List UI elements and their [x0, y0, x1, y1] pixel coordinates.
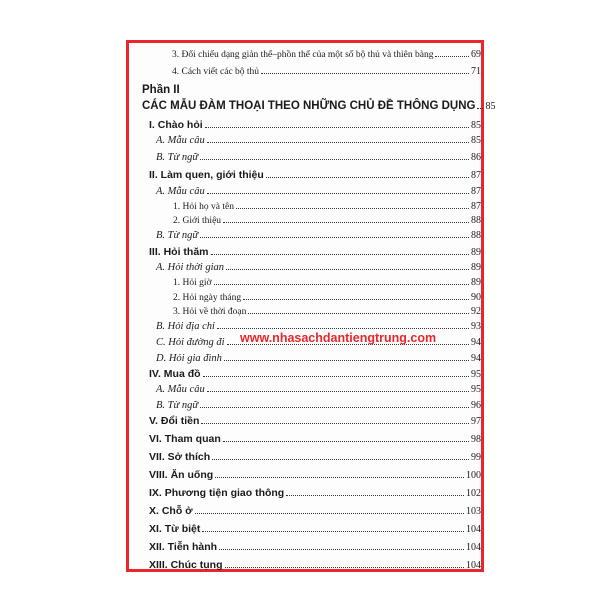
- toc-section: [149, 450, 481, 464]
- toc-entry-page: 86: [471, 152, 481, 163]
- toc-item: [173, 305, 481, 319]
- toc-entry-page: 99: [471, 452, 481, 463]
- leader-dots: [201, 423, 469, 424]
- leader-dots: [219, 549, 464, 550]
- leader-dots: [286, 495, 464, 496]
- toc-subsection: [156, 352, 481, 366]
- toc-entry-title: VI. Tham quan: [149, 433, 221, 445]
- toc-entry-title: V. Đổi tiền: [149, 415, 200, 427]
- part-title-row: [142, 99, 496, 113]
- leader-dots: [261, 73, 469, 74]
- leader-dots: [248, 313, 469, 314]
- toc-entry-title: I. Chào hỏi: [149, 119, 203, 131]
- leader-dots: [236, 208, 469, 209]
- toc-entry-title: B. Hỏi địa chỉ: [156, 321, 215, 332]
- toc-entry-title: VII. Sở thích: [149, 451, 211, 463]
- toc-section: [149, 245, 481, 259]
- toc-subsection: [156, 399, 481, 413]
- leader-dots: [200, 159, 469, 160]
- toc-entry-title: 3. Đối chiếu dạng giản thể–phồn thể của một số bộ thủ và thiên bàng: [172, 50, 434, 60]
- toc-entry-page: 87: [471, 170, 481, 181]
- toc-entry-page: 102: [466, 488, 481, 499]
- leader-dots: [226, 269, 469, 270]
- toc-entry-title: III. Hỏi thăm: [149, 246, 209, 258]
- toc-entry-page: 89: [471, 247, 481, 258]
- leader-dots: [225, 567, 465, 568]
- leader-dots: [202, 531, 464, 532]
- leader-dots: [243, 299, 469, 300]
- toc-entry-page: 94: [471, 353, 481, 364]
- toc-section: [149, 522, 481, 536]
- toc-subsection: [156, 229, 481, 243]
- toc-entry-page: 100: [466, 470, 481, 481]
- toc-item: [173, 200, 481, 214]
- toc-subsection: [156, 261, 481, 275]
- toc-entry-title: A. Mẫu câu: [156, 186, 205, 197]
- leader-dots: [224, 360, 469, 361]
- toc-entry-page: 98: [471, 434, 481, 445]
- toc-entry-title: 2. Hỏi ngày tháng: [173, 293, 242, 303]
- toc-entry-page: 94: [471, 337, 481, 348]
- toc-subsection: [156, 134, 481, 148]
- toc-entry-page: 87: [471, 201, 481, 212]
- toc-entry-title: A. Hỏi thời gian: [156, 262, 225, 273]
- toc-entry-page: 103: [466, 506, 481, 517]
- toc-entry-title: IV. Mua đồ: [149, 368, 201, 380]
- leader-dots: [207, 391, 469, 392]
- toc-subsection: [156, 151, 481, 165]
- leader-dots: [477, 108, 483, 109]
- toc-entry-page: 96: [471, 400, 481, 411]
- toc-section: [149, 540, 481, 554]
- leader-dots: [215, 477, 464, 478]
- leader-dots: [195, 513, 464, 514]
- toc-entry-title: B. Từ ngữ: [156, 230, 199, 241]
- leader-dots: [214, 284, 469, 285]
- toc-entry-title: C. Hỏi đường đi: [156, 337, 225, 348]
- toc-entry-title: 4. Cách viết các bộ thủ: [172, 67, 260, 77]
- toc-entry-title: 1. Hỏi họ và tên: [173, 202, 234, 212]
- leader-dots: [200, 237, 469, 238]
- leader-dots: [211, 254, 469, 255]
- toc-entry: [172, 65, 481, 79]
- toc-subsection: [156, 383, 481, 397]
- toc-entry-title: A. Mẫu câu: [156, 384, 205, 395]
- toc-entry-title: B. Từ ngữ: [156, 152, 199, 163]
- toc-entry-title: XII. Tiễn hành: [149, 541, 218, 553]
- toc-entry-title: D. Hỏi gia đình: [156, 353, 222, 364]
- toc-entry-title: VIII. Ăn uống: [149, 469, 214, 481]
- toc-section: [149, 558, 481, 572]
- toc-entry-page: 97: [471, 416, 481, 427]
- toc-entry-title: A. Mẫu câu: [156, 135, 205, 146]
- leader-dots: [266, 177, 469, 178]
- toc-entry: [172, 48, 481, 62]
- leader-dots: [205, 127, 469, 128]
- toc-subsection: [156, 185, 481, 199]
- toc-section: [149, 504, 481, 518]
- toc-section: [149, 367, 481, 381]
- toc-entry-page: 93: [471, 321, 481, 332]
- toc-entry-page: 85: [485, 101, 496, 112]
- toc-entry-title: 1. Hỏi giờ: [173, 278, 212, 288]
- toc-entry-page: 85: [471, 135, 481, 146]
- toc-entry-title: XIII. Chúc tụng: [149, 559, 223, 571]
- part-label: Phần II: [142, 84, 180, 96]
- toc-entry-page: 104: [466, 560, 481, 571]
- toc-entry-page: 92: [471, 306, 481, 317]
- toc-entry-page: 71: [471, 66, 481, 77]
- toc-entry-page: 87: [471, 186, 481, 197]
- toc-entry-page: 90: [471, 292, 481, 303]
- leader-dots: [212, 459, 469, 460]
- toc-entry-page: 89: [471, 277, 481, 288]
- toc-entry-title: B. Từ ngữ: [156, 400, 199, 411]
- toc-entry-page: 104: [466, 524, 481, 535]
- leader-dots: [217, 328, 469, 329]
- toc-entry-page: 95: [471, 384, 481, 395]
- toc-section: [149, 168, 481, 182]
- toc-entry-title: IX. Phương tiện giao thông: [149, 487, 285, 499]
- toc-entry-title: XI. Từ biệt: [149, 523, 201, 535]
- leader-dots: [203, 376, 469, 377]
- toc-section: [149, 414, 481, 428]
- toc-entry-page: 88: [471, 230, 481, 241]
- part-title: CÁC MẪU ĐÀM THOẠI THEO NHỮNG CHỦ ĐỀ THÔNG DỤNG: [142, 100, 476, 112]
- toc-entry-page: 89: [471, 262, 481, 273]
- watermark-url: www.nhasachdantiengtrung.com: [240, 331, 437, 345]
- leader-dots: [435, 56, 469, 57]
- part-label-row: [142, 83, 342, 97]
- toc-section: [149, 468, 481, 482]
- toc-entry-page: 69: [471, 49, 481, 60]
- toc-item: [173, 276, 481, 290]
- leader-dots: [200, 407, 469, 408]
- toc-section: [149, 118, 481, 132]
- leader-dots: [207, 142, 469, 143]
- toc-section: [149, 486, 481, 500]
- toc-entry-title: 3. Hỏi về thời đoạn: [173, 307, 247, 317]
- leader-dots: [207, 193, 469, 194]
- toc-item: [173, 214, 481, 228]
- leader-dots: [223, 222, 469, 223]
- toc-entry-page: 95: [471, 369, 481, 380]
- toc-entry-title: 2. Giới thiệu: [173, 216, 222, 226]
- toc-item: [173, 291, 481, 305]
- toc-section: [149, 432, 481, 446]
- toc-entry-page: 88: [471, 215, 481, 226]
- toc-entry-page: 85: [471, 120, 481, 131]
- toc-entry-title: X. Chỗ ở: [149, 505, 193, 517]
- toc-entry-page: 104: [466, 542, 481, 553]
- toc-entry-title: II. Làm quen, giới thiệu: [149, 169, 264, 181]
- leader-dots: [223, 441, 469, 442]
